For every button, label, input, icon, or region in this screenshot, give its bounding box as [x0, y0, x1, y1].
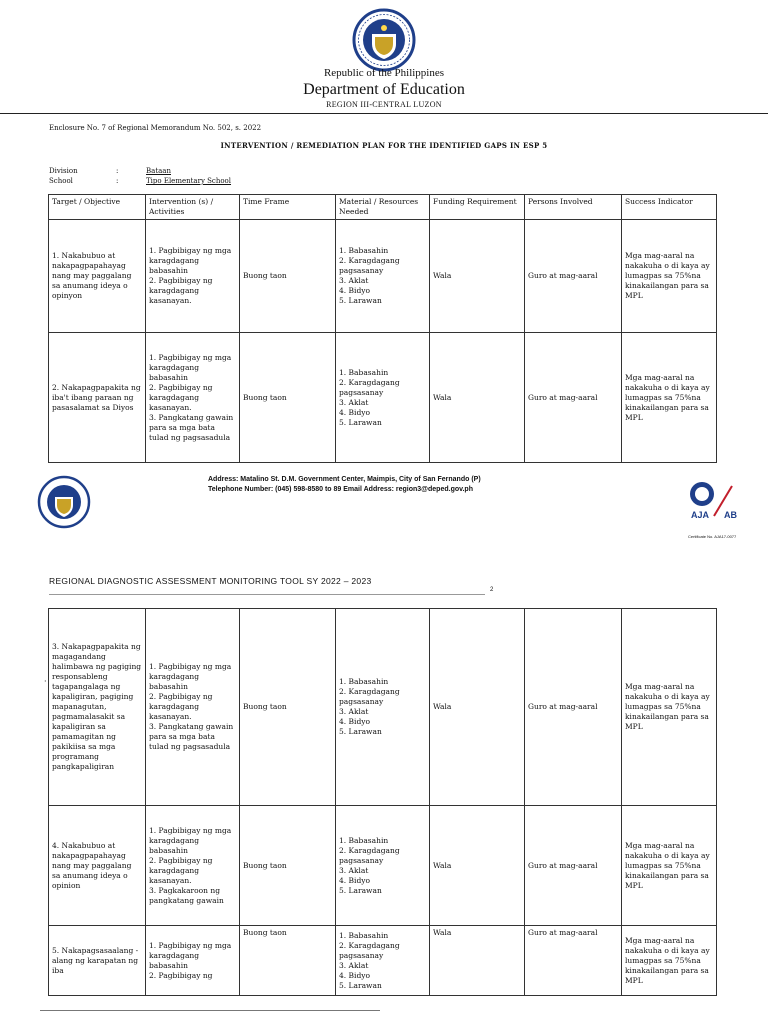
cell-target: 3. Nakapagpapakita ng magagandang halimbawa ng pagiging responsableng tagapangalaga ng kapaligiran, pagiging mapanagutan, pagmamalasakit sa kapaligiran sa pamamagitan ng pakikiisa sa mga programang pangkapaligiran [49, 609, 146, 806]
certificate-number: Certificate No. AJA17-0077 [688, 534, 737, 539]
cell-intervention: 1. Pagbibigay ng mga karagdagang babasahin 2. Pagbibigay ng karagdagang kasanayan. 3. Pagkakaroon ng pangkatang gawain [146, 806, 240, 926]
cell-persons: Guro at mag-aaral [525, 806, 622, 926]
cell-time-frame: Buong taon [240, 806, 336, 926]
division-row [49, 167, 171, 175]
cell-time-frame: Buong taon [240, 926, 336, 996]
certification-logo [688, 480, 744, 520]
cell-persons: Guro at mag-aaral [525, 333, 622, 463]
plan-table-page2 [48, 608, 717, 996]
bottom-divider [40, 1010, 380, 1011]
cell-funding: Wala [430, 220, 525, 333]
enclosure-reference: Enclosure No. 7 of Regional Memorandum No. 502, s. 2022 [49, 124, 262, 132]
department-name: Department of Education [303, 81, 465, 98]
cell-materials: 1. Babasahin 2. Karagdagang pagsasanay 3. Aklat 4. Bidyo 5. Larawan [336, 926, 430, 996]
header-persons: Persons Involved [525, 195, 622, 220]
header-divider [0, 113, 768, 114]
cell-materials: 1. Babasahin 2. Karagdagang pagsasanay 3. Aklat 4. Bidyo 5. Larawan [336, 609, 430, 806]
cell-persons: Guro at mag-aaral [525, 609, 622, 806]
cert-ab-text: AB [724, 510, 737, 520]
cell-target: 4. Nakabubuo at nakapagpapahayag nang may paggalang sa anumang ideya o opinion [49, 806, 146, 926]
cell-intervention: 1. Pagbibigay ng mga karagdagang babasahin 2. Pagbibigay ng karagdagang kasanayan. 3. Pangkatang gawain para sa mga bata tulad ng pagsasadula [146, 333, 240, 463]
cell-funding: Wala [430, 806, 525, 926]
cell-intervention: 1. Pagbibigay ng mga karagdagang babasahin 2. Pagbibigay ng karagdagang kasanayan. 3. Pangkatang gawain para sa mga bata tulad ng pagsasadula [146, 609, 240, 806]
cell-target: 2. Nakapagpapakita ng iba't ibang paraan ng pasasalamat sa Diyos [49, 333, 146, 463]
header-indicator: Success Indicator [622, 195, 717, 220]
cell-funding: Wala [430, 926, 525, 996]
monitoring-tool-title: REGIONAL DIAGNOSTIC ASSESSMENT MONITORING TOOL SY 2022 – 2023 [49, 576, 372, 586]
header-target: Target / Objective [49, 195, 146, 220]
cert-aja-text: AJA [691, 510, 710, 520]
school-label: School [49, 177, 73, 185]
plan-table-page1 [48, 194, 717, 463]
margin-mark: · [44, 677, 47, 686]
plan-title: INTERVENTION / REMEDIATION PLAN FOR THE IDENTIFIED GAPS IN ESP 5 [220, 141, 548, 150]
division-value: Bataan [146, 167, 171, 175]
header-time-frame: Time Frame [240, 195, 336, 220]
page-number: 2 [490, 587, 494, 593]
cell-indicator: Mga mag-aaral na nakakuha o di kaya ay lumagpas sa 75%na kinakailangan para sa MPL [622, 220, 717, 333]
header-funding: Funding Requirement [430, 195, 525, 220]
cell-indicator: Mga mag-aaral na nakakuha o di kaya ay lumagpas sa 75%na kinakailangan para sa MPL [622, 609, 717, 806]
cell-materials: 1. Babasahin 2. Karagdagang pagsasanay 3. Aklat 4. Bidyo 5. Larawan [336, 806, 430, 926]
school-value: Tipo Elementary School [146, 177, 232, 185]
cell-intervention: 1. Pagbibigay ng mga karagdagang babasahin 2. Pagbibigay ng karagdagang kasanayan. [146, 220, 240, 333]
cell-time-frame: Buong taon [240, 333, 336, 463]
cell-materials: 1. Babasahin 2. Karagdagang pagsasanay 3. Aklat 4. Bidyo 5. Larawan [336, 220, 430, 333]
cell-indicator: Mga mag-aaral na nakakuha o di kaya ay lumagpas sa 75%na kinakailangan para sa MPL [622, 806, 717, 926]
footer-deped-seal-logo [37, 475, 91, 529]
cell-persons: Guro at mag-aaral [525, 220, 622, 333]
table-header-row [49, 195, 717, 220]
cell-materials: 1. Babasahin 2. Karagdagang pagsasanay 3. Aklat 4. Bidyo 5. Larawan [336, 333, 430, 463]
header-materials: Material / Resources Needed [336, 195, 430, 220]
footer-contact: Telephone Number: (045) 598-8580 to 89 Email Address: region3@deped.gov.ph [208, 486, 473, 493]
republic-label: Republic of the Philippines [323, 67, 445, 79]
table-row [49, 806, 717, 926]
table-row [49, 609, 717, 806]
school-row [49, 177, 231, 185]
table-row [49, 926, 717, 996]
region-label: REGION III-CENTRAL LUZON [326, 100, 442, 109]
cell-time-frame: Buong taon [240, 609, 336, 806]
cell-target: 5. Nakapagsasaalang -alang ng karapatan ng iba [49, 926, 146, 996]
school-colon: : [116, 177, 119, 185]
cell-persons: Guro at mag-aaral [525, 926, 622, 996]
table-row [49, 220, 717, 333]
header-intervention: Intervention (s) / Activities [146, 195, 240, 220]
cell-target: 1. Nakabubuo at nakapagpapahayag nang may paggalang sa anumang ideya o opinyon [49, 220, 146, 333]
cell-indicator: Mga mag-aaral na nakakuha o di kaya ay lumagpas sa 75%na kinakailangan para sa MPL [622, 333, 717, 463]
cell-intervention: 1. Pagbibigay ng mga karagdagang babasahin 2. Pagbibigay ng [146, 926, 240, 996]
cell-indicator: Mga mag-aaral na nakakuha o di kaya ay lumagpas sa 75%na kinakailangan para sa MPL [622, 926, 717, 996]
monitoring-title-underline [49, 594, 485, 595]
cell-funding: Wala [430, 609, 525, 806]
cell-funding: Wala [430, 333, 525, 463]
table-row [49, 333, 717, 463]
deped-seal-logo [352, 8, 416, 72]
footer-address: Address: Matalino St. D.M. Government Center, Maimpis, City of San Fernando (P) [208, 476, 481, 483]
division-colon: : [116, 167, 119, 175]
cell-time-frame: Buong taon [240, 220, 336, 333]
division-label: Division [49, 167, 78, 175]
